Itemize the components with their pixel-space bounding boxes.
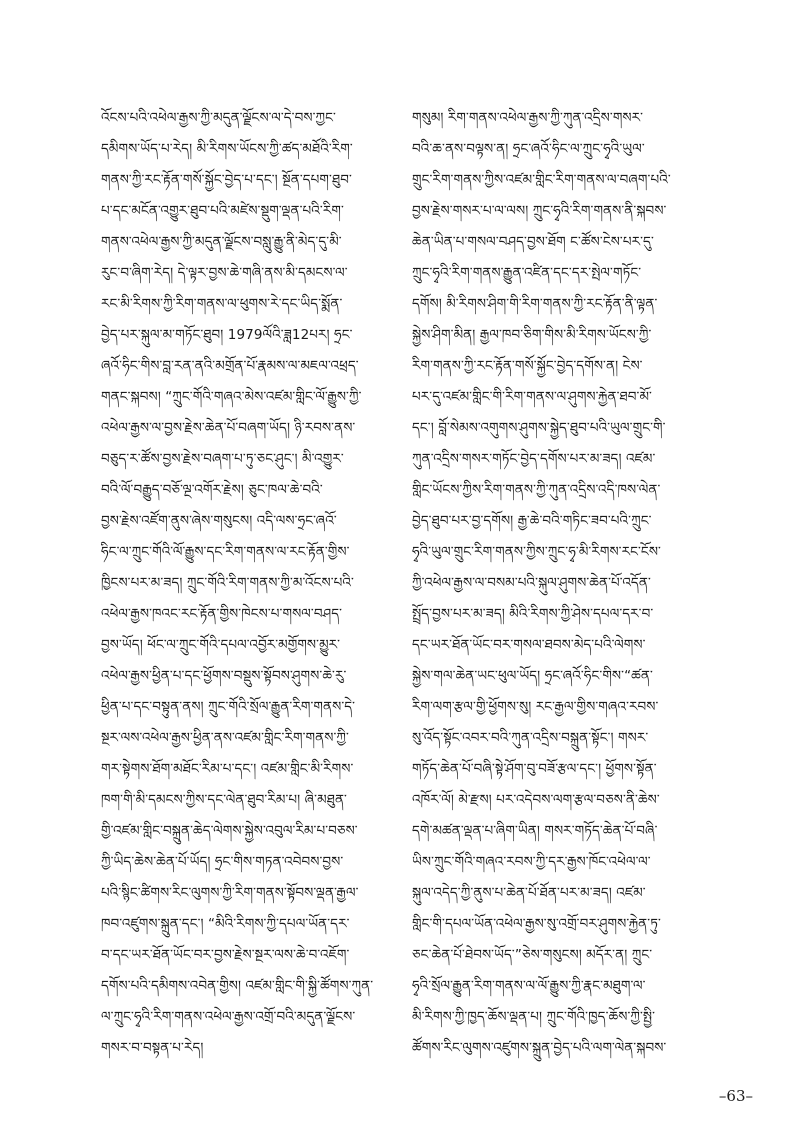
text-line: ལ་ཀྲུང་ཧྭའི་རིག་གནས་འཕེལ་རྒྱས་འགྲོ་བའི་མདུན་ལྗོངས་ [101,1009,356,1025]
text-line: བའི་ལོ་བརྒྱུད་བཅོ་ལྔ་འགོར་རྗེས། ཅུང་ཁལ་ཆེ་བའི་ [101,482,323,498]
text-line: ཀྱི་འཕེལ་རྒྱས་ལ་བསམ་པའི་སྐུལ་ཤུགས་ཆེན་པོ་འདོན་ [412,575,651,591]
text-line: སྐྱེས་ཤིག་མིན། རྒྱལ་ཁབ་ཅིག་གིས་མི་རིགས་ཡོངས་ཀྱི་ [412,327,652,343]
left-text-column [101,103,409,1064]
text-line: ཡིས་ཀྲུང་གོའི་གཞའ་རབས་ཀྱི་དར་རྒྱས་ཁོང་འཕེལ་ལ་ [412,854,651,870]
text-line: དགེ་མཚན་ལྡན་པ་ཞིག་ཡིན། གསར་གཏོད་ཆེན་པོ་བཞི་ [412,823,658,839]
right-text-column [412,103,720,1064]
text-line: ཁྱིངས་པར་མ་ཟད། ཀྲུང་གོའི་རིག་གནས་ཀྱི་མ་འོངས་པའི་ [101,575,354,591]
text-line: གསར་བ་བསྟན་པ་རེད། [101,1040,204,1056]
text-line: སྔར་ལས་འཕེལ་རྒྱས་ཕྱིན་ནས་འཛམ་གླིང་རིག་གནས་ཀྱི་ [101,730,349,746]
text-line: ཀུན་འདྲིས་གསར་གཏོང་བྱེད་དགོས་པར་མ་ཟད། འཛམ་ [412,451,656,467]
text-line: བཅུད་ར་ཚོས་བྱས་རྗེས་བཞག་པ་ཏུ་ཅང་ཤུང་། མི་འགྱུར་ [101,451,344,467]
text-line: དང་ཡར་ཐོན་ཡོང་བར་གསལ་ཐབས་མེད་པའི་ལེགས་ [412,637,646,653]
text-line: དང་། བློ་སེམས་འགུགས་ཤུགས་སྐྱེད་ཐུབ་པའི་ཡུལ་གྲུང་གི་ [412,420,666,436]
text-line: ཆེན་ཡིན་པ་གསལ་བཤད་བྱས་ཐོག ང་ཚོས་ངེས་པར་དུ་ [412,234,654,250]
text-line: གྲུང་རིག་གནས་ཀྱིས་འཛམ་གླིང་རིག་གནས་ལ་བཞག་པའི་ [412,172,671,188]
text-line: དགོས། མི་རིགས་ཤིག་གི་རིག་གནས་ཀྱི་རང་རྟོན་ནི་ལྟན་ [412,296,658,312]
text-line: དགོས་པའི་དམིགས་འབེན་གྱིས། འཛམ་གླིང་གི་སྐྱི་ཚོགས་ཀུན་ [101,978,374,994]
text-line: བྱེད་ཐུབ་པར་བྱ་དགོས། རྒྱ་ཆེ་བའི་གཏིང་ཟབ་པའི་ཀྲུང་ [412,513,652,529]
text-line: ཁག་གི་མི་དམངས་ཀྱིས་དང་ལེན་ཐུབ་རིམ་པ། ཞི་མཐུན་ [101,792,347,808]
text-line: པར་དུ་འཛམ་གླིང་གི་རིག་གནས་ལ་ཤུགས་རྐྱེན་ཐབ་མོ་ [412,389,652,405]
text-line: བྱེད་པར་སྐུལ་མ་གཏོང་ཐུབ། 1979ལོའི་ཟླ12པར། ཧྲང་ [101,327,353,343]
text-line: སྐུལ་འདེད་ཀྱི་ནུས་པ་ཆེན་པོ་ཐོན་པར་མ་ཟད། འཛམ་ [412,885,646,901]
text-line: འཕེལ་རྒྱས་ཕྱིན་པ་དང་ཕྱོགས་བསྡུས་སྟོབས་ཤུགས་ཆེ་རུ་ [101,668,347,684]
text-line: ཚོགས་རིང་ལུགས་འཛུགས་སྐྲུན་བྱེད་པའི་ལག་ལེན་སྐབས་ [412,1040,667,1056]
text-line: བ་དང་ཡར་ཐོན་ཡོང་བར་བྱས་རྗེས་སྔར་ལས་ཆེ་བ་འཇོག་ [101,947,350,963]
text-line: པ་དང་མངོན་འགྱུར་ཐུབ་པའི་མཛེས་སྡུག་ལྡན་པའི་རིག་ [101,203,344,219]
page-number: –63– [718,1087,753,1105]
text-line: འཁོར་ལོ། མེ་རྫས། པར་འདེབས་ལག་རྩལ་བཅས་ནི་ཆེས་ [412,792,660,808]
text-line: པའི་སྙིང་ཚིགས་རིང་ལུགས་ཀྱི་རིག་གནས་སྟོབས་ལྡན་རྒྱལ་ [101,885,359,901]
text-line: འཕེལ་རྒྱས་ཁའང་རང་རྟོན་གྱིས་ཁེངས་པ་གསལ་བཤད་ [101,606,343,622]
text-line: གསུམ། རིག་གནས་འཕེལ་རྒྱས་ཀྱི་ཀུན་འདྲིས་གསར་ [412,110,644,126]
text-line: མི་རིགས་ཀྱི་ཁྱད་ཆོས་ལྡན་པ། ཀྲུང་གོའི་ཁྱད་ཆོས་ཀྱི་སྤྱི་ [412,1009,656,1025]
text-line: ཞའོ་ཧིང་གིས་བླ་རན་ནའི་མགྲོན་པོ་རྣམས་ལ་མཇལ་འཕྲད་ [101,358,359,374]
text-line: རུང་བ་ཞིག་རེད། དེ་ལྟར་བྱས་ཆེ་གཞི་ནས་མི་དམངས་ལ་ [101,265,348,281]
text-line: གྱི་འཛམ་གླིང་བསྐྲུན་ཆེད་ལེགས་སྐྱེས་འབུལ་རིམ་པ་བཅས་ [101,823,358,839]
text-line: ཧིང་ལ་ཀྲུང་གོའི་ལོ་རྒྱུས་དང་རིག་གནས་ལ་རང་རྟོན་གྱིས་ [101,544,350,560]
text-line: དམིགས་ཡོད་པ་རེད། མི་རིགས་ཡོངས་ཀྱི་ཚད་མཐོའི་རིག་ [101,141,353,157]
text-line: གར་སྟེགས་ཐོག་མཐོང་རིམ་པ་དང་། འཛམ་གླིང་མི་རིགས་ [101,761,354,777]
text-line: སུ་འོད་སྟོང་འབར་བའི་ཀུན་འདྲིས་བསྐྲུན་སྟོང་། གསར་ [412,730,649,746]
text-line: ཧྭའི་ཡུལ་གྲུང་རིག་གནས་ཀྱིས་ཀྲུང་ཧྭ་མི་རིགས་རང་ངོས་ [412,544,661,560]
text-line: བའི་ཆ་ནས་བལྟས་ན། ཧྲང་ཞའོ་ཧིང་ལ་ཀྲུང་ཧྭའི་ཡུལ་ [412,141,645,157]
text-line: སྤྲོད་བྱས་པར་མ་ཟད། མིའི་རིགས་ཀྱི་ཤེས་དཔལ་དར་བ་ [412,606,654,622]
text-line: སྐྱེས་གལ་ཆེན་ཡང་ཕུལ་ཡོད། ཧྲང་ཞའོ་ཧིང་གིས་“ཚན་ [412,668,653,684]
text-line: གནང་སྐབས། “ཀྲུང་གོའི་གཞའ་མེས་འཛམ་གླིང་ལོ་རྒྱུས་ཀྱི་ [101,389,362,405]
text-line: ཀྲུང་ཧྭའི་རིག་གནས་རྒྱུན་འཛིན་དང་དར་སྤེལ་གཏོང་ [412,265,642,281]
text-line: གནས་འཕེལ་རྒྱས་ཀྱི་མདུན་ལྗོངས་བསླུ་རྒྱུ་ནི་མེད་དུ་མི་ [101,234,342,250]
text-line: ཅང་ཆེན་པོ་ཐེབས་ཡོད་”ཅེས་གསུངས། མདོར་ན། ཀྲུང་ [412,947,653,963]
text-line: འོངས་པའི་འཕེལ་རྒྱས་ཀྱི་མདུན་ལྗོངས་ལ་དེ་བས་ཀྱང་ [101,110,336,126]
text-line: ཕྱིན་པ་དང་བསྟུན་ནས། ཀྲུང་གོའི་སྲོལ་རྒྱུན་རིག་གནས་དེ་ [101,699,356,715]
text-line: བྱས་རྗེས་འཛོག་ནུས་ཞེས་གསུངས། འདི་ལས་ཧྲང་ཞའོ་ [101,513,337,529]
text-line: ཀྱི་ཡིད་ཆེས་ཆེན་པོ་ཡོད། ཧྲང་གིས་གཏན་འབེབས་བྱས་ [101,854,344,870]
text-line: རིག་གནས་ཀྱི་རང་རྟོན་གསོ་སྐྱོང་བྱེད་དགོས་ན། ངེས་ [412,358,643,374]
text-line: གཏོད་ཆེན་པོ་བཞི་སྟེ་ཤོག་བུ་བཟོ་རྩལ་དང་། ཕྱོགས་སྟོན་ [412,761,657,777]
text-line: རང་མི་རིགས་ཀྱི་རིག་གནས་ལ་ཕུགས་རེ་དང་ཡིད་སྨོན་ [101,296,343,312]
text-line: གནས་ཀྱི་རང་རྟོན་གསོ་སྐྱོང་བྱེད་པ་དང་། སྔོན་དཔག་ཐུབ་ [101,172,352,188]
text-line: གླིང་ཡོངས་ཀྱིས་རིག་གནས་ཀྱི་ཀུན་འདྲིས་འདི་ཁས་ལེན་ [412,482,661,498]
text-line: རིག་ལག་རྩལ་གྱི་ཕྱོགས་སུ། རང་རྒྱལ་གྱིས་གཞའ་རབས་ [412,699,659,715]
text-line: ཁབ་འཛུགས་སྐྲུན་དང་། “མིའི་རིགས་ཀྱི་དཔལ་ཡོན་དར་ [101,916,350,932]
text-line: གླིང་གི་དཔལ་ཡོན་འཕེལ་རྒྱས་སུ་འགྲོ་བར་ཤུགས་རྐྱེན་ཏུ་ [412,916,661,932]
text-line: འཕེལ་རྒྱས་ལ་བྱས་རྗེས་ཆེན་པོ་བཞག་ཡོད། ཉི་རབས་ནས་ [101,420,356,436]
text-line: ཧྭའི་སྲོལ་རྒྱུན་རིག་གནས་ལ་ལོ་རྒྱུས་ཀྱི་རྣང་མཐུག་ལ་ [412,978,646,994]
text-line: བྱས་ཡོད། ཕོང་ལ་ཀྲུང་གོའི་དཔལ་འབྱོར་མགྱོགས་མྱུར་ [101,637,341,653]
text-line: བྱས་རྗེས་གསར་པ་ལ་ལས། ཀྲུང་ཧྭའི་རིག་གནས་ནི་སྐབས་ [412,203,667,219]
